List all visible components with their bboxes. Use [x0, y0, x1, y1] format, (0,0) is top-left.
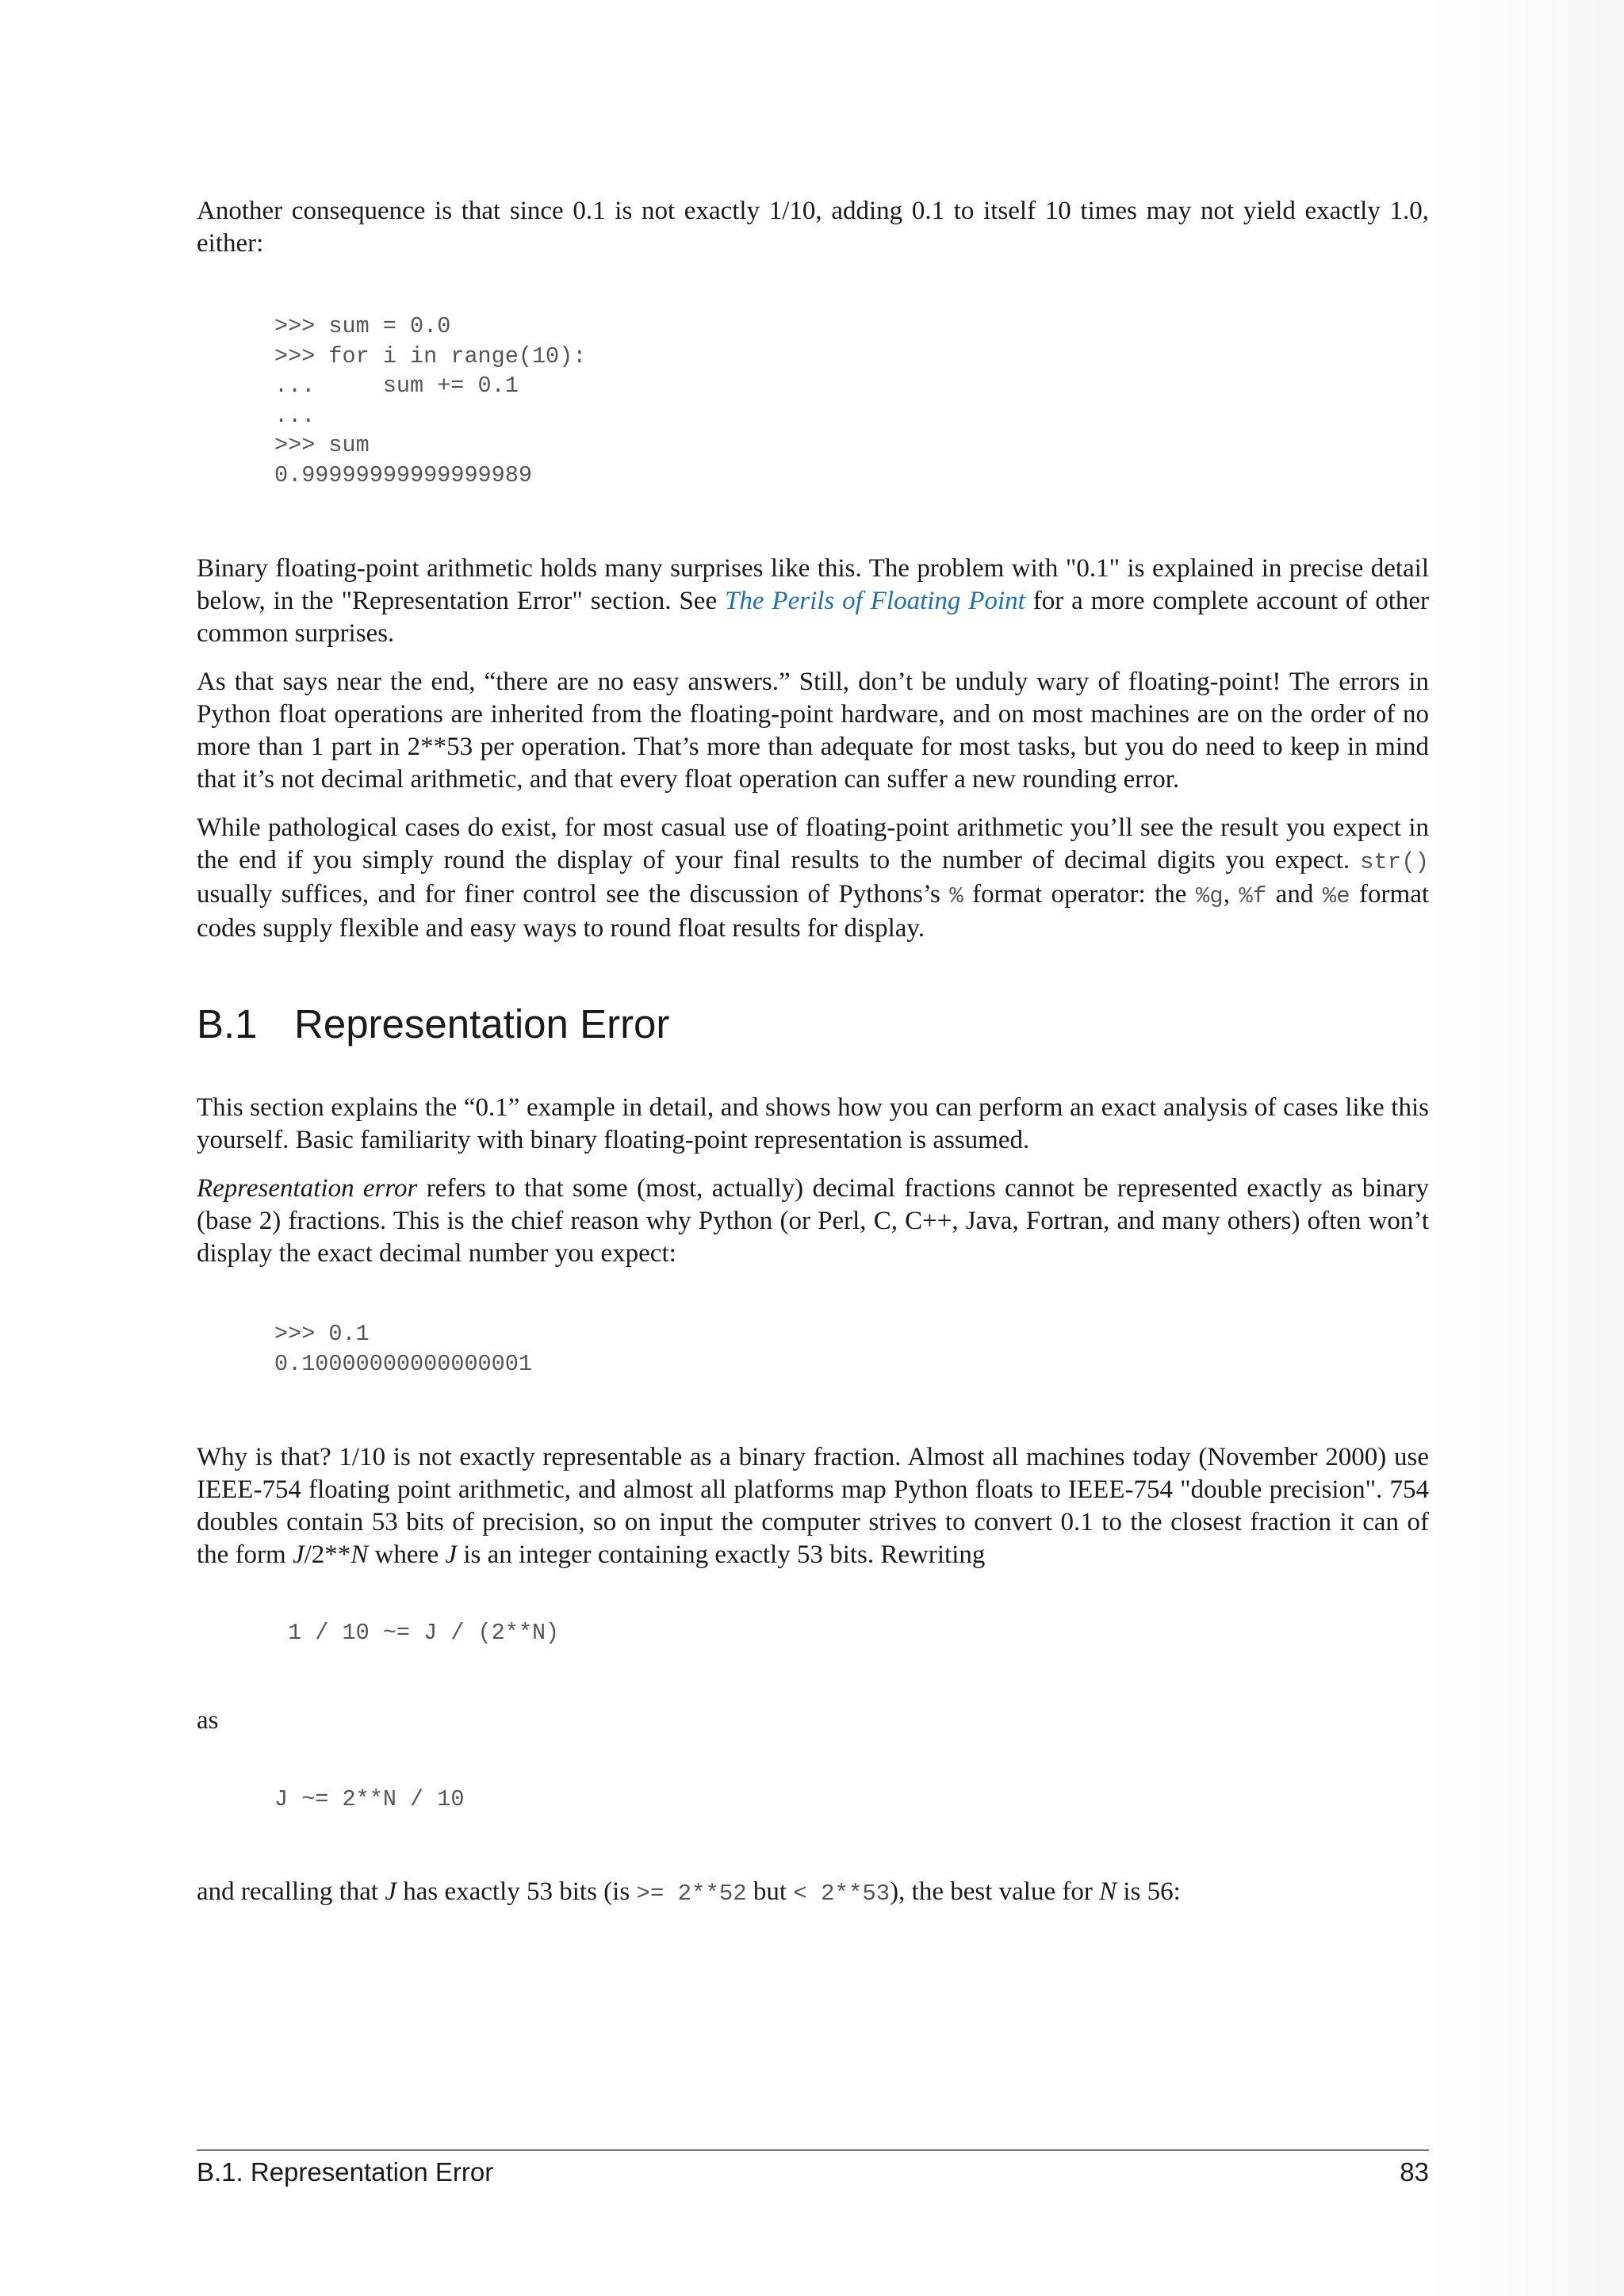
inline-code-percent: %	[949, 883, 963, 909]
paragraph-binary-surprises	[197, 553, 1429, 650]
inline-code-str: str()	[1359, 849, 1429, 875]
section-title: Representation Error	[294, 1001, 670, 1047]
page-edge-shade	[1429, 0, 1624, 2296]
paragraph-text: but	[746, 1877, 794, 1906]
paragraph-pathological-cases	[197, 812, 1429, 945]
paragraph-as: as	[197, 1706, 219, 1735]
paragraph-text: ,	[1223, 880, 1239, 909]
paragraph-text: is an integer containing exactly 53 bits. Rewriting	[457, 1540, 986, 1569]
paragraph-text: ), the best value for	[890, 1877, 1100, 1906]
perils-of-floating-point-link[interactable]: The Perils of Floating Point	[725, 587, 1025, 615]
code-block-ratio: 1 / 10 ~= J / (2**N)	[274, 1620, 560, 1646]
paragraph-no-easy-answers: As that says near the end, “there are no easy answers.” Still, don’t be unduly wary of floating-point! The errors in Python float operations are inherited from the floating-point hardware, and on most machines are on the order of no more than 1 part in 2**53 per operation. That’s more than adequate for most tasks, but you do need to keep in mind that it’s not decimal arithmetic, and that every float operation can suffer a new rounding error.	[197, 668, 1429, 794]
footer-divider	[197, 2149, 1429, 2151]
paragraph-text: for a more complete account of other common surprises.	[197, 587, 1430, 648]
math-j: J	[385, 1877, 396, 1906]
code-block-point-one: >>> 0.1 0.10000000000000001	[274, 1321, 532, 1377]
paragraph-text: and	[1266, 880, 1323, 909]
inline-code-lt-2-53: < 2**53	[793, 1881, 891, 1907]
paragraph-float-sum-intro: Another consequence is that since 0.1 is not exactly 1/10, adding 0.1 to itself 10 times may not yield exactly 1.0, either:	[197, 197, 1429, 258]
code-block-j-formula: J ~= 2**N / 10	[274, 1786, 465, 1812]
paragraph-representation-error	[197, 1173, 1429, 1270]
code-block-sum-loop: >>> sum = 0.0 >>> for i in range(10): ... sum += 0.1 ... >>> sum 0.99999999999999989	[274, 313, 587, 488]
section-heading	[197, 1001, 669, 1048]
paragraph-text: has exactly 53 bits (is	[396, 1877, 637, 1906]
inline-code-e: %e	[1322, 883, 1350, 909]
paragraph-text: is 56:	[1116, 1877, 1181, 1906]
math-j: J	[445, 1540, 458, 1569]
paragraph-text: /2**	[304, 1540, 351, 1569]
paragraph-text: refers to that some (most, actually) decimal fractions cannot be represented exactly as binary (base 2) fractions. This is the chief reason why Python (or Perl, C, C++, Java, Fortran, and many others) often won’t display the exact decimal number you expect:	[197, 1174, 1429, 1268]
document-page	[197, 0, 1429, 2296]
footer-section-title: B.1. Representation Error	[197, 2157, 494, 2187]
math-n: N	[1099, 1877, 1117, 1906]
paragraph-text: format codes supply flexible and easy ways to round float results for display.	[197, 880, 1430, 943]
paragraph-text: Binary floating-point arithmetic holds many surprises like this. The problem with "0.1" is explained in precise detail below, in the "Representation Error" section. See	[197, 554, 1429, 615]
section-number: B.1	[197, 1001, 258, 1047]
paragraph-text: usually suffices, and for finer control see the discussion of Pythons’s	[197, 880, 950, 909]
emphasis-term: Representation error	[197, 1174, 418, 1203]
inline-code-f: %f	[1239, 883, 1267, 909]
paragraph-text: Why is that? 1/10 is not exactly representable as a binary fraction. Almost all machines today (November 2000) use IEEE-754 floating point arithmetic, and almost all platforms map Python floats to IEEE-754 "double precision". 754 doubles contain 53 bits of precision, so on input the computer strives to convert 0.1 to the closest fraction it can of the form	[197, 1443, 1429, 1569]
paragraph-recalling	[197, 1876, 1429, 1910]
inline-code-ge-2-52: >= 2**52	[636, 1881, 747, 1907]
math-j: J	[292, 1540, 304, 1569]
math-n: N	[350, 1540, 369, 1569]
paragraph-text: While pathological cases do exist, for most casual use of floating-point arithmetic you’ll see the result you expect in the end if you simply round the display of your final results to the number of decimal digits you expect.	[197, 813, 1429, 874]
paragraph-text: and recalling that	[197, 1877, 385, 1906]
paragraph-text: where	[368, 1540, 446, 1569]
paragraph-text: format operator: the	[963, 880, 1196, 909]
inline-code-g: %g	[1195, 883, 1224, 909]
page-number: 83	[1400, 2157, 1429, 2187]
paragraph-why-is-that	[197, 1441, 1429, 1571]
paragraph-section-intro: This section explains the “0.1” example in detail, and shows how you can perform an exact analysis of cases like this yourself. Basic familiarity with binary floating-point representation is assumed.	[197, 1093, 1429, 1154]
